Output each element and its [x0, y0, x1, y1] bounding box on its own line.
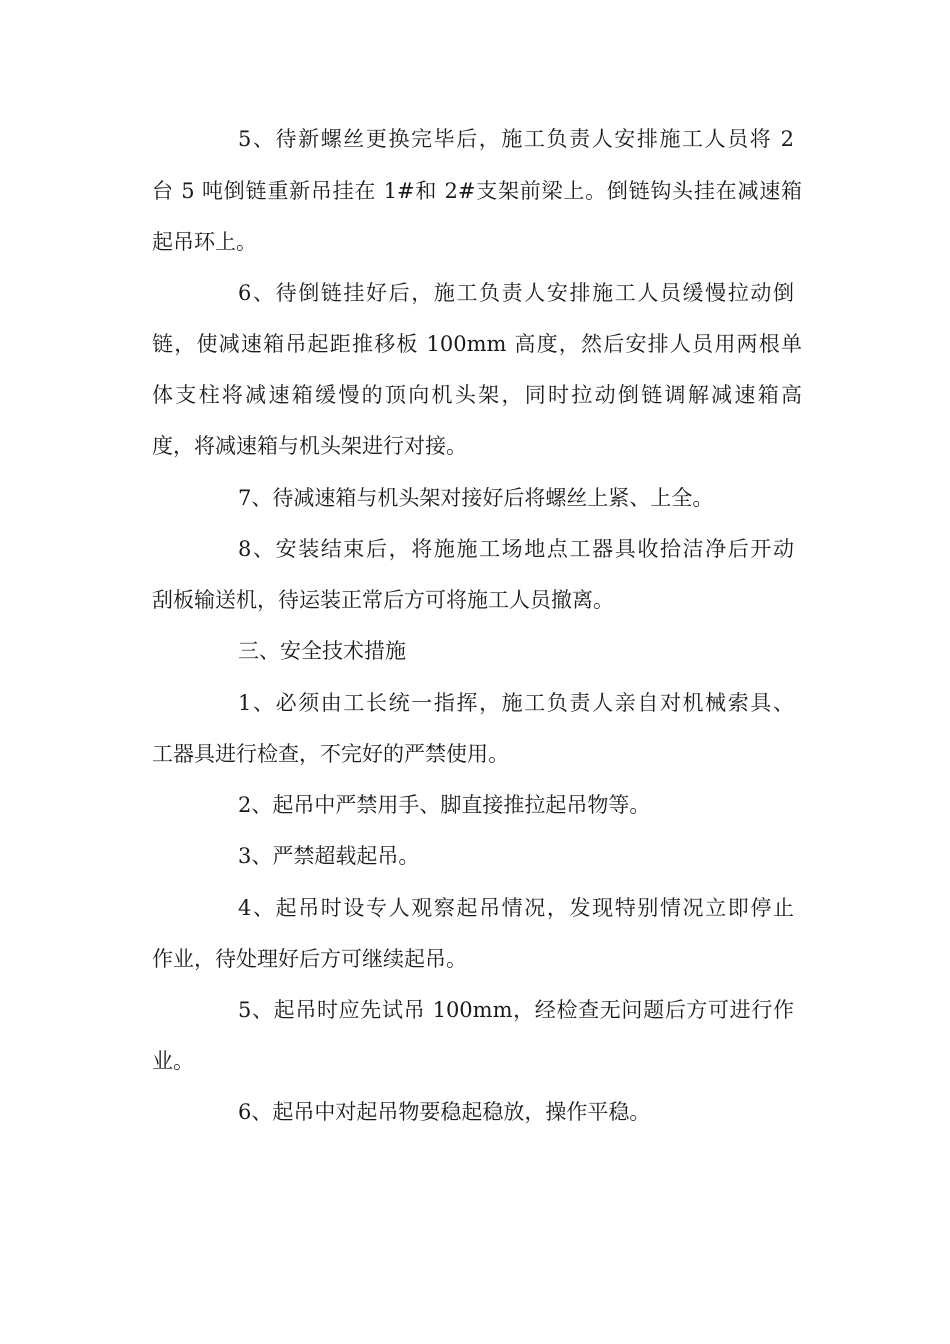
text-line: 体支柱将减速箱缓慢的顶向机头架，同时拉动倒链调解减速箱高 — [152, 383, 802, 407]
text-line: 刮板输送机，待运装正常后方可将施工人员撤离。 — [152, 588, 614, 612]
text-line: 6、待倒链挂好后，施工负责人安排施工人员缓慢拉动倒 — [238, 281, 794, 305]
text-line: 5、待新螺丝更换完毕后，施工负责人安排施工人员将 2 — [238, 127, 794, 151]
text-line: 7、待减速箱与机头架对接好后将螺丝上紧、上全。 — [238, 486, 714, 510]
text-line: 链，使减速箱吊起距推移板 100mm 高度，然后安排人员用两根单 — [152, 332, 802, 356]
text-line: 5、起吊时应先试吊 100mm，经检查无问题后方可进行作 — [238, 998, 794, 1022]
text-line: 工器具进行检查，不完好的严禁使用。 — [152, 742, 509, 766]
text-line: 8、安装结束后，将施施工场地点工器具收拾洁净后开动 — [238, 537, 794, 561]
text-line: 1、必须由工长统一指挥，施工负责人亲自对机械索具、 — [238, 691, 794, 715]
text-line: 2、起吊中严禁用手、脚直接推拉起吊物等。 — [238, 793, 651, 817]
section-heading: 三、安全技术措施 — [238, 639, 406, 663]
text-line: 起吊环上。 — [152, 230, 257, 254]
text-line: 4、起吊时设专人观察起吊情况，发现特别情况立即停止 — [238, 896, 794, 920]
text-line: 度，将减速箱与机头架进行对接。 — [152, 434, 467, 458]
text-line: 6、起吊中对起吊物要稳起稳放，操作平稳。 — [238, 1100, 651, 1124]
text-line: 3、严禁超载起吊。 — [238, 844, 420, 868]
text-line: 业。 — [152, 1049, 194, 1073]
text-line: 台 5 吨倒链重新吊挂在 1#和 2#支架前梁上。倒链钩头挂在减速箱 — [152, 179, 802, 203]
text-line: 作业，待处理好后方可继续起吊。 — [152, 947, 467, 971]
